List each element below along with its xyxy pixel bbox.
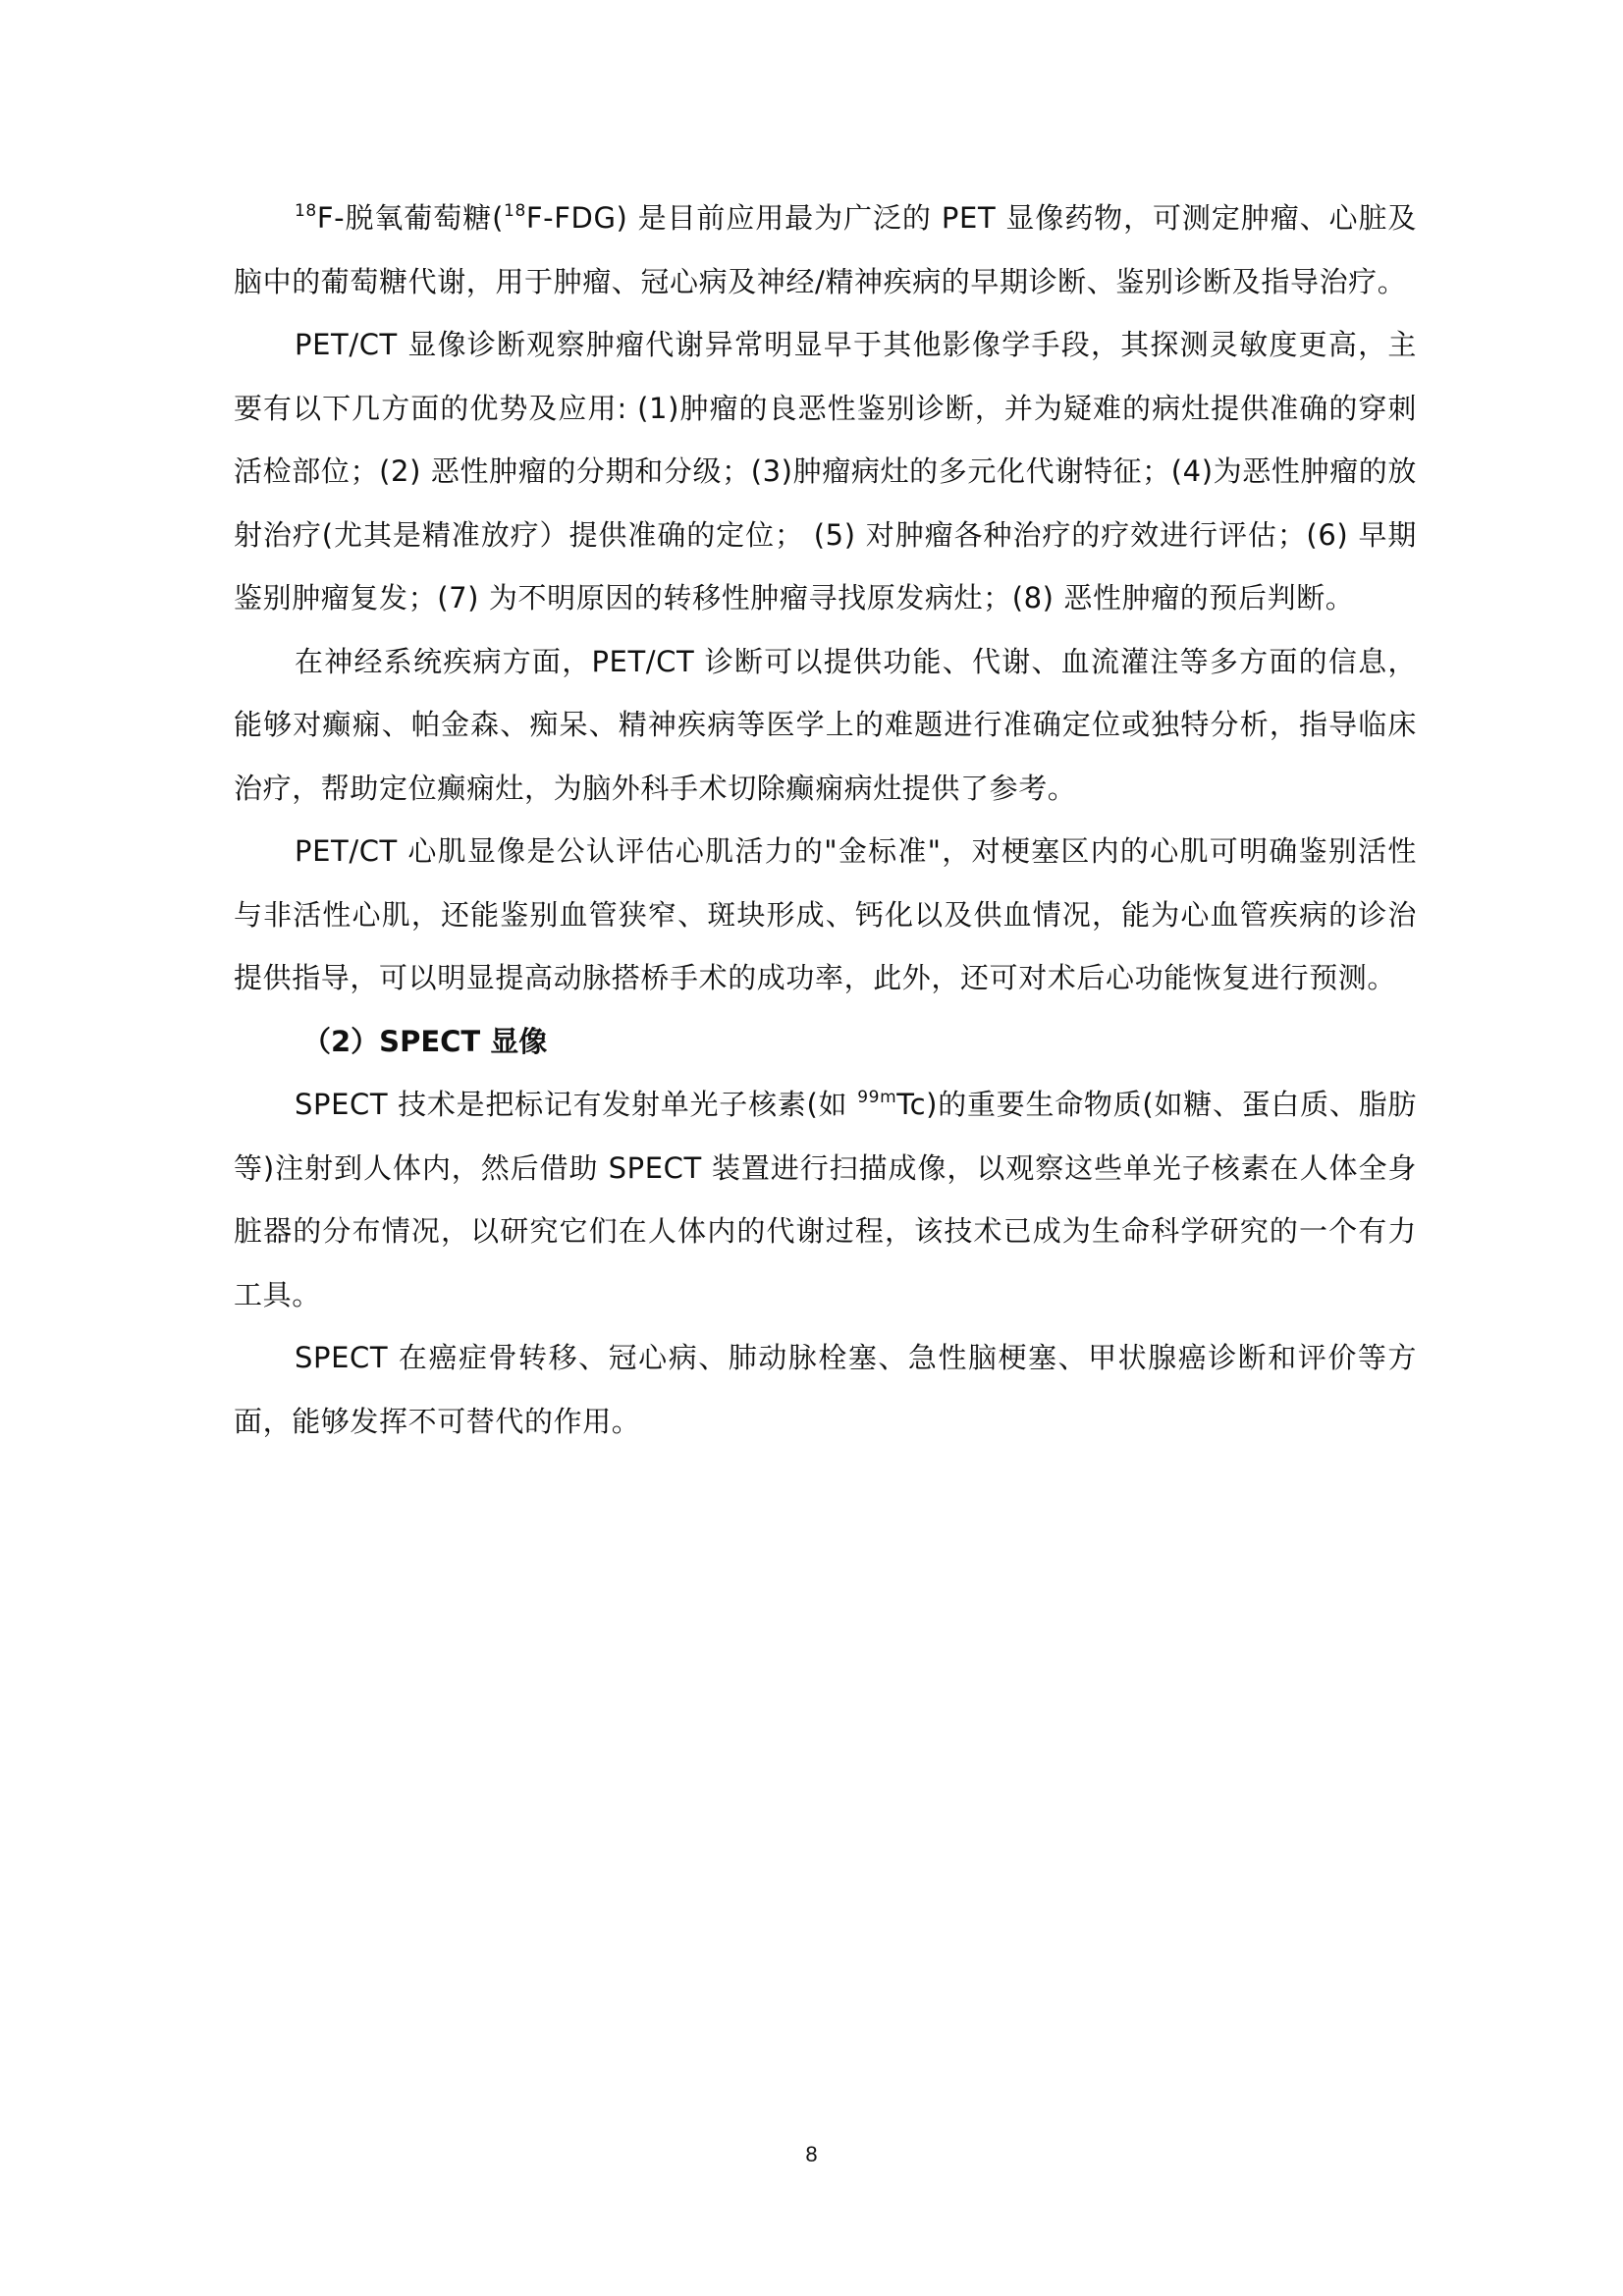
paragraph-fdg-text-1: F-脱氧葡萄糖( bbox=[316, 201, 505, 235]
superscript-isotope-mass-2: 18 bbox=[504, 201, 526, 221]
page-number: 8 bbox=[805, 2142, 818, 2166]
section-heading-spect: （2）SPECT 显像 bbox=[302, 1024, 548, 1058]
paragraph-spect-intro bbox=[234, 1073, 1417, 1326]
paragraph-spect-text-2: Tc)的重要生命物质(如糖、蛋白质、脂肪等)注射到人体内，然后借助 SPECT 装置进行扫描成像，以观察这些单光子核素在人体全身脏器的分布情况，以研究它们在人体内的代谢过程，该技术已成为生命科学研究的一个有力工具。 bbox=[234, 1088, 1417, 1311]
paragraph-spect-uses: SPECT 在癌症骨转移、冠心病、肺动脉栓塞、急性脑梗塞、甲状腺癌诊断和评价等方面，能够发挥不可替代的作用。 bbox=[234, 1341, 1417, 1438]
page-body bbox=[234, 187, 1417, 1453]
superscript-isotope-mass: 18 bbox=[295, 201, 317, 221]
paragraph-petct-tumor: PET/CT 显像诊断观察肿瘤代谢异常明显早于其他影像学手段，其探测灵敏度更高，主要有以下几方面的优势及应用: (1)肿瘤的良恶性鉴别诊断，并为疑难的病灶提供准确的穿刺活检部位；(2) 恶性肿瘤的分期和分级；(3)肿瘤病灶的多元化代谢特征；(4)为恶性肿瘤的放射治疗(尤其是精准放疗）提供准确的定位； (5) 对肿瘤各种治疗的疗效进行评估；(6) 早期鉴别肿瘤复发；(7) 为不明原因的转移性肿瘤寻找原发病灶；(8) 恶性肿瘤的预后判断。 bbox=[234, 328, 1417, 614]
paragraph-spect-text-1: SPECT 技术是把标记有发射单光子核素(如 bbox=[295, 1088, 858, 1121]
paragraph-fdg-text-2: F-FDG) 是目前应用最为广泛的 PET 显像药物，可测定肿瘤、心脏及脑中的葡萄糖代谢，用于肿瘤、冠心病及神经/精神疾病的早期诊断、鉴别诊断及指导治疗。 bbox=[234, 201, 1417, 298]
paragraph-petct-neuro: 在神经系统疾病方面，PET/CT 诊断可以提供功能、代谢、血流灌注等多方面的信息，能够对癫痫、帕金森、痴呆、精神疾病等医学上的难题进行准确定位或独特分析，指导临床治疗，帮助定位癫痫灶，为脑外科手术切除癫痫病灶提供了参考。 bbox=[234, 644, 1417, 805]
paragraph-fdg bbox=[234, 187, 1417, 313]
superscript-technetium-mass: 99m bbox=[857, 1088, 897, 1107]
paragraph-petct-cardio: PET/CT 心肌显像是公认评估心肌活力的"金标准"，对梗塞区内的心肌可明确鉴别活性与非活性心肌，还能鉴别血管狭窄、斑块形成、钙化以及供血情况，能为心血管疾病的诊治提供指导，可以明显提高动脉搭桥手术的成功率，此外，还可对术后心功能恢复进行预测。 bbox=[234, 834, 1417, 994]
